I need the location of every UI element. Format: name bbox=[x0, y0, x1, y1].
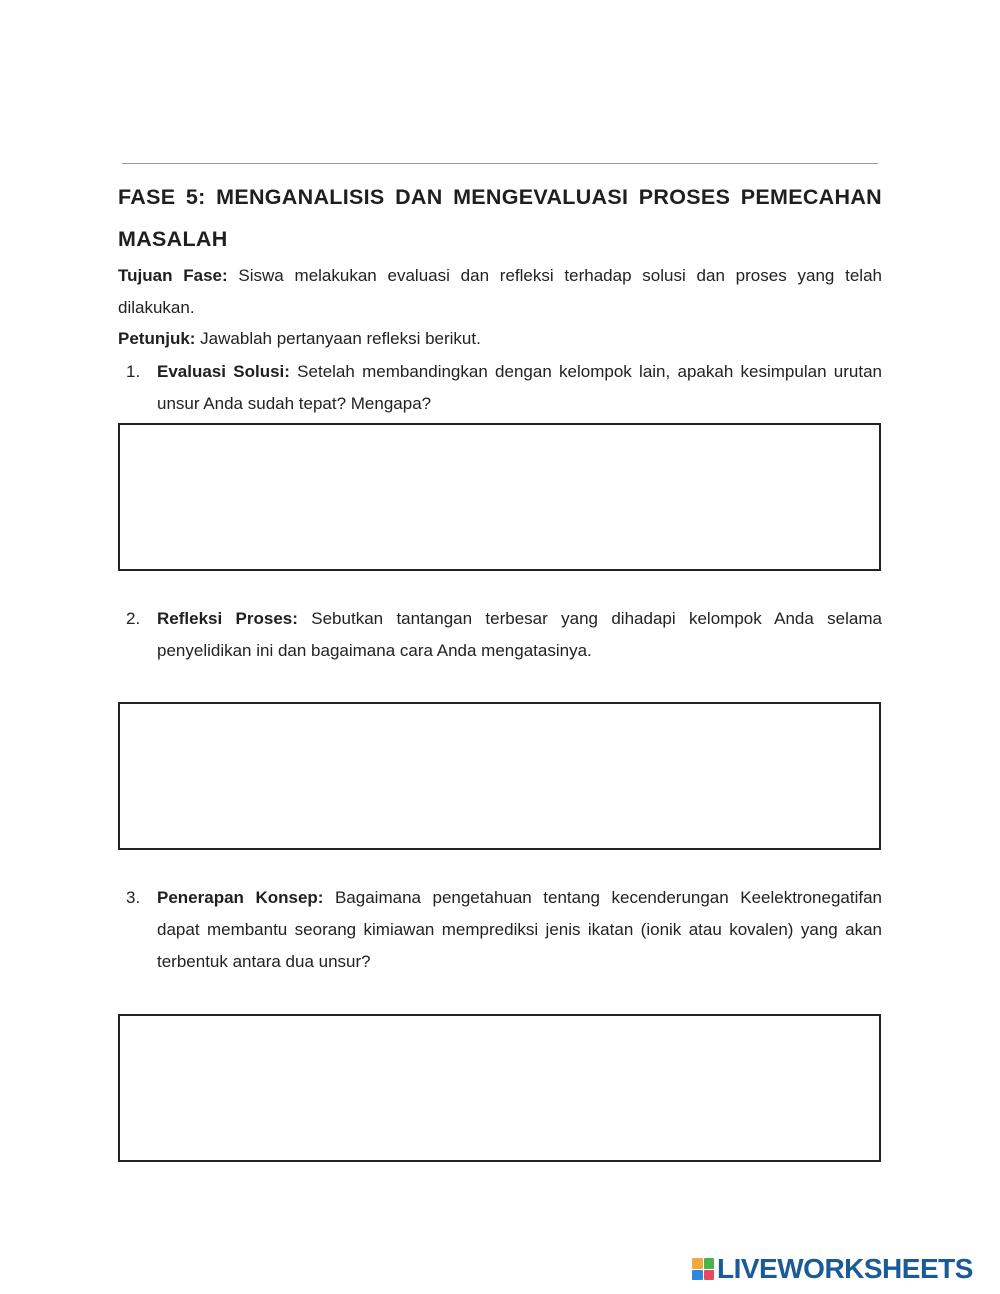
liveworksheets-logo bbox=[692, 1254, 973, 1284]
phase-goal-text: Siswa melakukan evaluasi dan refleksi terhadap solusi dan proses yang telah dilakukan. bbox=[118, 266, 882, 317]
instructions-text: Jawablah pertanyaan refleksi berikut. bbox=[195, 329, 481, 348]
question-3-label: Penerapan Konsep: bbox=[157, 888, 324, 907]
instructions-label: Petunjuk: bbox=[118, 329, 196, 348]
question-3-text bbox=[157, 882, 882, 978]
question-2-number: 2. bbox=[126, 609, 141, 628]
answer-box-1[interactable] bbox=[118, 423, 881, 571]
question-3-number: 3. bbox=[126, 888, 141, 907]
question-2-body: Sebutkan tantangan terbesar yang dihadapi kelompok Anda selama penyelidikan ini dan bagaimana cara Anda mengatasinya. bbox=[157, 609, 882, 660]
question-2-text bbox=[157, 603, 882, 667]
liveworksheets-mark-icon bbox=[692, 1258, 714, 1280]
page-title: FASE 5: MENGANALISIS DAN MENGEVALUASI PROSES PEMECAHAN MASALAH bbox=[118, 185, 882, 251]
answer-box-3[interactable] bbox=[118, 1014, 881, 1162]
phase-goal bbox=[118, 260, 882, 324]
phase-goal-label: Tujuan Fase: bbox=[118, 266, 228, 285]
answer-box-2[interactable] bbox=[118, 702, 881, 850]
question-3 bbox=[118, 882, 882, 978]
question-1-text bbox=[157, 356, 882, 420]
question-2 bbox=[118, 603, 882, 667]
mark-square-4 bbox=[704, 1270, 715, 1281]
liveworksheets-wordmark: LIVEWORKSHEETS bbox=[717, 1253, 973, 1284]
mark-square-1 bbox=[692, 1258, 703, 1269]
instructions bbox=[118, 323, 882, 355]
top-divider bbox=[122, 163, 878, 164]
question-1-body: Setelah membandingkan dengan kelompok lain, apakah kesimpulan urutan unsur Anda sudah tepat? Mengapa? bbox=[157, 362, 882, 413]
question-2-label: Refleksi Proses: bbox=[157, 609, 298, 628]
question-1-number: 1. bbox=[126, 362, 141, 381]
question-1 bbox=[118, 356, 882, 420]
question-3-body: Bagaimana pengetahuan tentang kecenderungan Keelektronegatifan dapat membantu seorang kimiawan memprediksi jenis ikatan (ionik atau kovalen) yang akan terbentuk antara dua unsur? bbox=[157, 888, 882, 971]
question-1-label: Evaluasi Solusi: bbox=[157, 362, 290, 381]
mark-square-3 bbox=[692, 1270, 703, 1281]
mark-square-2 bbox=[704, 1258, 715, 1269]
